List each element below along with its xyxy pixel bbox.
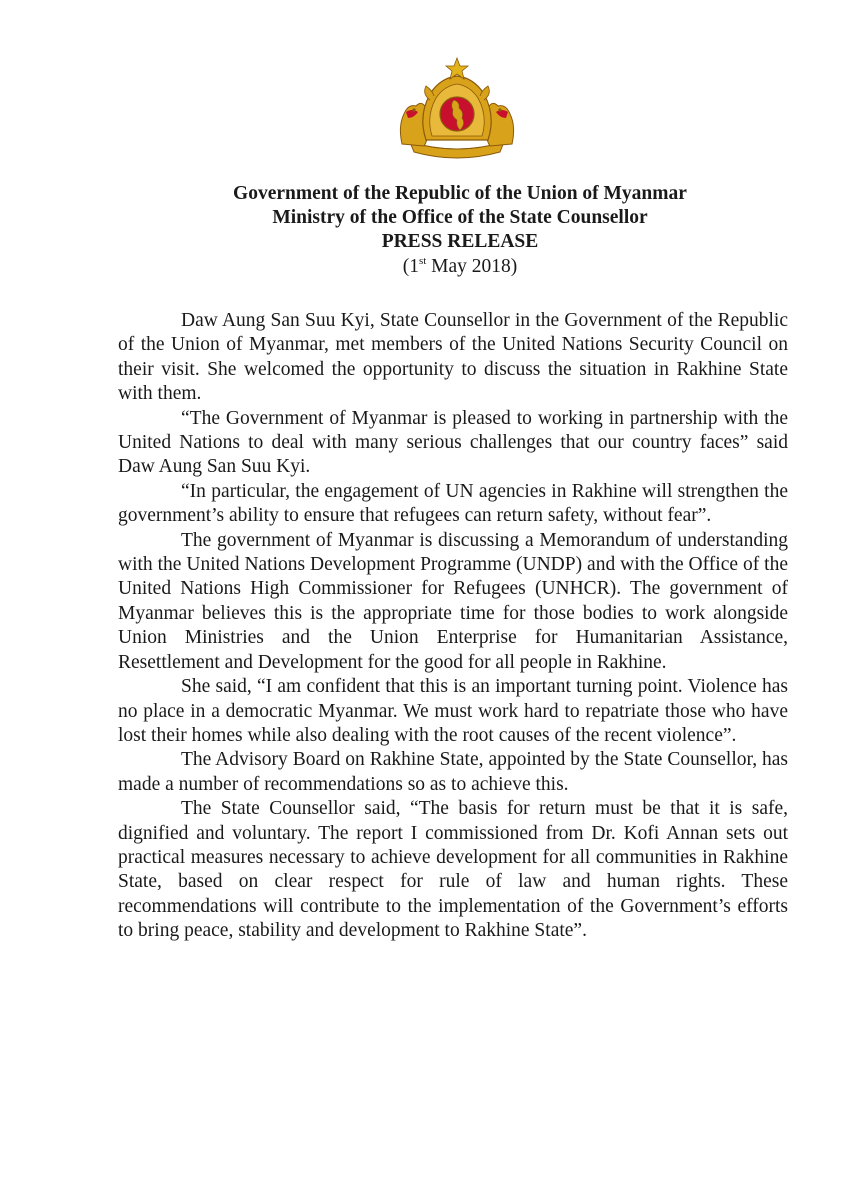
- government-title: Government of the Republic of the Union of Myanmar: [233, 183, 687, 204]
- state-seal-icon: [396, 56, 518, 160]
- paragraph: The government of Myanmar is discussing a Memorandum of understanding with the United Nations Development Programme (UNDP) and with the Office of the United Nations High Commissioner for Refugees (UNHCR). The government of Myanmar believes this is the appropriate time for those bodies to work alongside Union Ministries and the Union Enterprise for Humanitarian Assistance, Resettlement and Development for the good for all people in Rakhine.: [118, 529, 788, 673]
- release-date-open: (1: [402, 256, 419, 277]
- press-release-body: [118, 309, 788, 944]
- paragraph: The State Counsellor said, “The basis for return must be that it is safe, dignified and voluntary. The report I commissioned from Dr. Kofi Annan sets out practical measures necessary to achieve development for all communities in Rakhine State, based on clear respect for rule of law and human rights. These recommendations will contribute to the implementation of the Government’s efforts to bring peace, stability and development to Rakhine State”.: [118, 798, 788, 942]
- document-type: PRESS RELEASE: [381, 231, 539, 252]
- press-release-header: [0, 182, 848, 280]
- release-date-ordinal: st: [418, 255, 427, 267]
- release-date: [0, 254, 848, 280]
- release-date-rest: May 2018): [426, 256, 518, 277]
- paragraph: Daw Aung San Suu Kyi, State Counsellor in the Government of the Republic of the Union of Myanmar, met members of the United Nations Security Council on their visit. She welcomed the opportunity to discuss the situation in Rakhine State with them.: [118, 310, 788, 405]
- paragraph: She said, “I am confident that this is an important turning point. Violence has no place in a democratic Myanmar. We must work hard to repatriate those who have lost their homes while also dealing with the root causes of the recent violence”.: [118, 676, 788, 746]
- paragraph: The Advisory Board on Rakhine State, appointed by the State Counsellor, has made a number of recommendations so as to achieve this.: [118, 749, 788, 795]
- paragraph: “In particular, the engagement of UN agencies in Rakhine will strengthen the government’s ability to ensure that refugees can return safety, without fear”.: [118, 480, 788, 527]
- ministry-title: Ministry of the Office of the State Counsellor: [272, 207, 648, 228]
- paragraph: “The Government of Myanmar is pleased to working in partnership with the United Nations to deal with many serious challenges that our country faces” said Daw Aung San Suu Kyi.: [118, 407, 788, 478]
